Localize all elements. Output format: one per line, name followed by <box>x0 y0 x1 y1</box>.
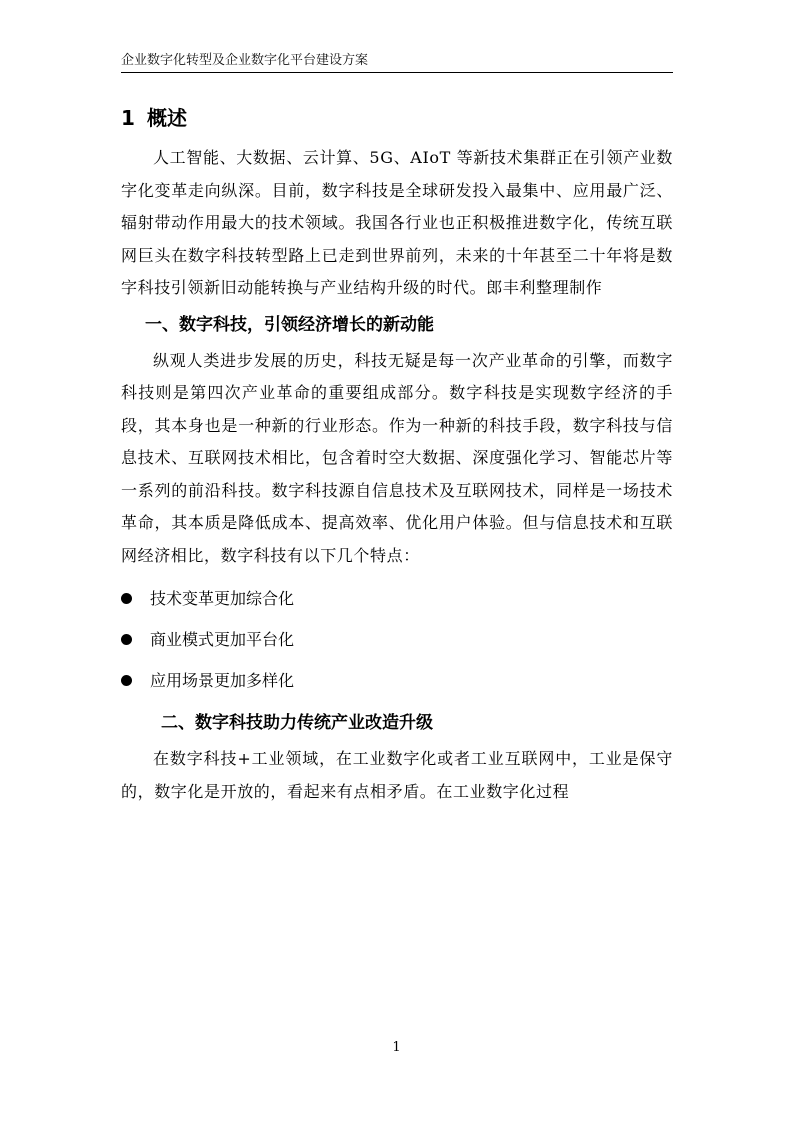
paragraph-two: 纵观人类进步发展的历史，科技无疑是每一次产业革命的引擎，而数字科技则是第四次产业革命的重要组成部分。数字科技是实现数字经济的手段，其本身也是一种新的行业形态。作为一种新的科技手段，数字科技与信息技术、互联网技术相比，包含着时空大数据、深度强化学习、智能芯片等一系列的前沿科技。数字科技源自信息技术及互联网技术，同样是一场技术革命，其本质是降低成本、提高效率、优化用户体验。但与信息技术和互联网经济相比，数字科技有以下几个特点： <box>121 350 673 565</box>
page-content <box>121 102 673 808</box>
intro-paragraph: 人工智能、大数据、云计算、5G、AIoT 等新技术集群正在引领产业数字化变革走向纵深。目前，数字科技是全球研发投入最集中、应用最广泛、辐射带动作用最大的技术领域。我国各行业也正积极推进数字化，传统互联网巨头在数字科技转型路上已走到世界前列，未来的十年甚至二十年将是数字科技引领新旧动能转换与产业结构升级的时代。郎丰利整理制作 <box>121 148 673 297</box>
list-item: 应用场景更加多样化 <box>121 660 673 701</box>
paragraph-three: 在数字科技+工业领域，在工业数字化或者工业互联网中，工业是保守的，数字化是开放的，看起来有点相矛盾。在工业数字化过程 <box>121 749 673 801</box>
subheading-one: 一、数字科技，引领经济增长的新动能 <box>145 314 434 335</box>
bullet-icon <box>121 675 132 686</box>
bullet-icon <box>121 593 132 604</box>
header-rule <box>121 72 673 73</box>
section-heading <box>121 102 673 134</box>
page-number: 1 <box>392 1040 401 1055</box>
section-title: 概述 <box>147 106 187 130</box>
page-header: 企业数字化转型及企业数字化平台建设方案 <box>121 53 369 68</box>
list-item: 技术变革更加综合化 <box>121 578 673 619</box>
section-number: 1 <box>121 106 135 130</box>
bullet-icon <box>121 634 132 645</box>
feature-list <box>121 578 673 701</box>
subheading-two: 二、数字科技助力传统产业改造升级 <box>161 713 433 733</box>
list-item: 商业模式更加平台化 <box>121 619 673 660</box>
